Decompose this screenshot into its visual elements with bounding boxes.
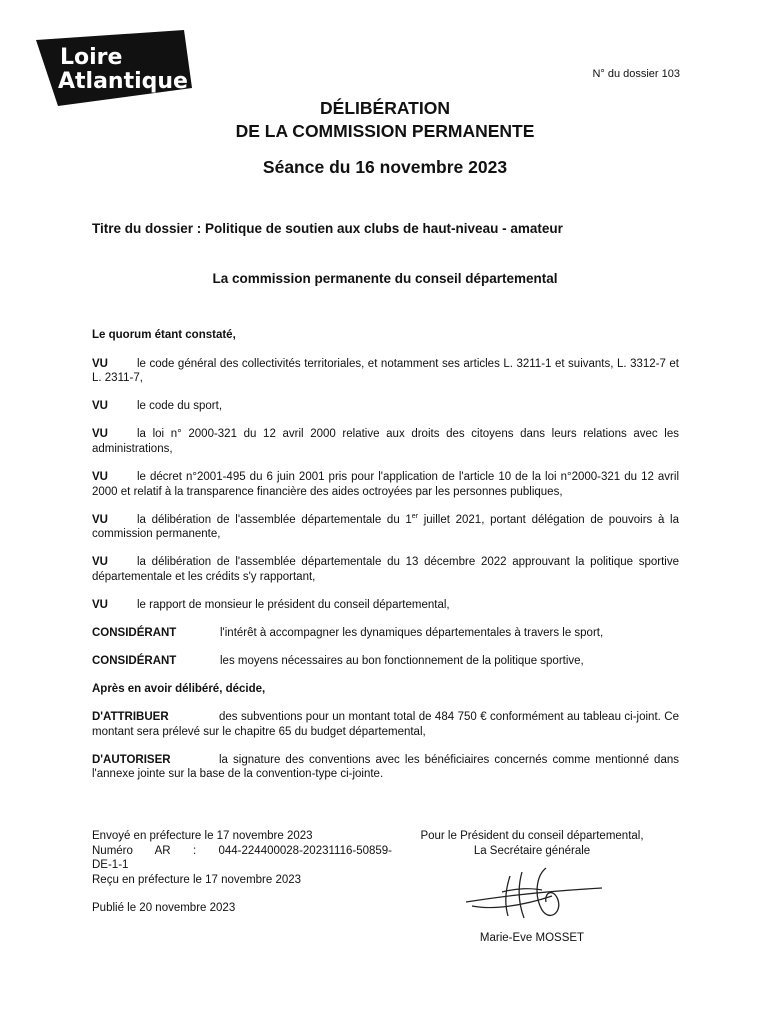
title-block bbox=[0, 97, 770, 178]
vu-keyword: VU bbox=[92, 471, 108, 484]
vu-paragraph bbox=[92, 427, 679, 456]
signature-block bbox=[392, 829, 672, 858]
dossier-title: Titre du dossier : Politique de soutien aux clubs de haut-niveau - amateur bbox=[92, 221, 563, 236]
autoriser-keyword: D'AUTORISER bbox=[92, 753, 171, 766]
vu-paragraph bbox=[92, 399, 679, 414]
vu-paragraph bbox=[92, 470, 679, 499]
deliberation-body bbox=[92, 328, 679, 795]
vu-text: le code du sport, bbox=[137, 400, 223, 413]
vu-keyword: VU bbox=[92, 556, 108, 569]
envoye-prefecture: Envoyé en préfecture le 17 novembre 2023 bbox=[92, 830, 313, 842]
title-line2: DE LA COMMISSION PERMANENTE bbox=[235, 121, 535, 141]
recu-prefecture: Reçu en préfecture le 17 novembre 2023 bbox=[92, 873, 302, 886]
vu-text: la délibération de l'assemblée départementale du 1 bbox=[137, 513, 412, 526]
considerant-keyword: CONSIDÉRANT bbox=[92, 655, 177, 668]
vu-paragraph bbox=[92, 598, 679, 613]
title-line1: DÉLIBÉRATION bbox=[320, 98, 450, 118]
considerant-paragraph bbox=[92, 626, 679, 641]
vu-text: la délibération de l'assemblée départementale du 13 décembre 2022 approuvant la politique sportive départementale et les crédits s'y rapportant, bbox=[92, 556, 679, 584]
vu-paragraph bbox=[92, 357, 679, 386]
loire-atlantique-logo bbox=[34, 28, 194, 108]
apres-deliberation: Après en avoir délibéré, décide, bbox=[92, 683, 266, 696]
commission-heading: La commission permanente du conseil départemental bbox=[212, 271, 558, 286]
vu-text-cont: juillet 2021, portant délégation de pouvoirs à la commission permanente, bbox=[92, 513, 679, 541]
handwritten-signature bbox=[462, 862, 607, 924]
decision-attribuer bbox=[92, 710, 679, 739]
vu-paragraph bbox=[92, 513, 679, 542]
attribuer-text: des subventions pour un montant total de 484 750 € conformément au tableau ci-joint. Ce montant sera prélevé sur le chapitre 65 du budget départemental, bbox=[92, 711, 679, 738]
signer-name: Marie-Eve MOSSET bbox=[479, 932, 585, 944]
numero-ar-cont: DE-1-1 bbox=[92, 859, 129, 872]
vu-keyword: VU bbox=[92, 357, 108, 370]
autoriser-text: la signature des conventions avec les bénéficiaires concernés comme mentionné dans l'annexe jointe sur la base de la convention-type ci-jointe. bbox=[92, 753, 679, 781]
prefecture-info bbox=[92, 829, 392, 916]
quorum: Le quorum étant constaté, bbox=[92, 329, 236, 341]
logo-line1: Loire bbox=[60, 45, 123, 70]
considerant-text: l'intérêt à accompagner les dynamiques départementales à travers le sport, bbox=[220, 627, 604, 640]
decision-autoriser bbox=[92, 753, 679, 782]
numero-ar: Numéro AR : 044-224400028-20231116-50859- bbox=[92, 844, 392, 857]
vu-paragraph bbox=[92, 555, 679, 584]
vu-sup: er bbox=[411, 512, 419, 520]
vu-keyword: VU bbox=[92, 599, 108, 612]
vu-text: le décret n°2001-495 du 6 juin 2001 pris pour l'application de l'article 10 de la loi n°2000-321 du 12 avril 2000 et relatif à la transparence financière des aides octroyées par les personnes publiques, bbox=[92, 471, 679, 498]
considerant-paragraph bbox=[92, 654, 679, 669]
considerant-text: les moyens nécessaires au bon fonctionnement de la politique sportive, bbox=[220, 655, 584, 668]
vu-text: le code général des collectivités territoriales, et notamment ses articles L. 3211-1 et suivants, L. 3312-7 et L. 2311-7, bbox=[92, 357, 679, 385]
vu-keyword: VU bbox=[92, 513, 108, 526]
considerant-keyword: CONSIDÉRANT bbox=[92, 627, 177, 640]
dossier-number: N° du dossier 103 bbox=[592, 68, 680, 80]
publie-date: Publié le 20 novembre 2023 bbox=[92, 902, 236, 915]
pour-le-president: Pour le Président du conseil départemental, bbox=[420, 830, 644, 842]
vu-keyword: VU bbox=[92, 400, 108, 413]
attribuer-keyword: D'ATTRIBUER bbox=[92, 711, 169, 723]
secretaire-generale: La Secrétaire générale bbox=[473, 844, 591, 857]
vu-text: le rapport de monsieur le président du conseil départemental, bbox=[137, 599, 450, 612]
vu-keyword: VU bbox=[92, 428, 108, 441]
vu-text: la loi n° 2000-321 du 12 avril 2000 relative aux droits des citoyens dans leurs relations avec les administrations, bbox=[92, 428, 679, 455]
logo-line2: Atlantique bbox=[58, 69, 188, 94]
seance-date: Séance du 16 novembre 2023 bbox=[262, 157, 508, 177]
